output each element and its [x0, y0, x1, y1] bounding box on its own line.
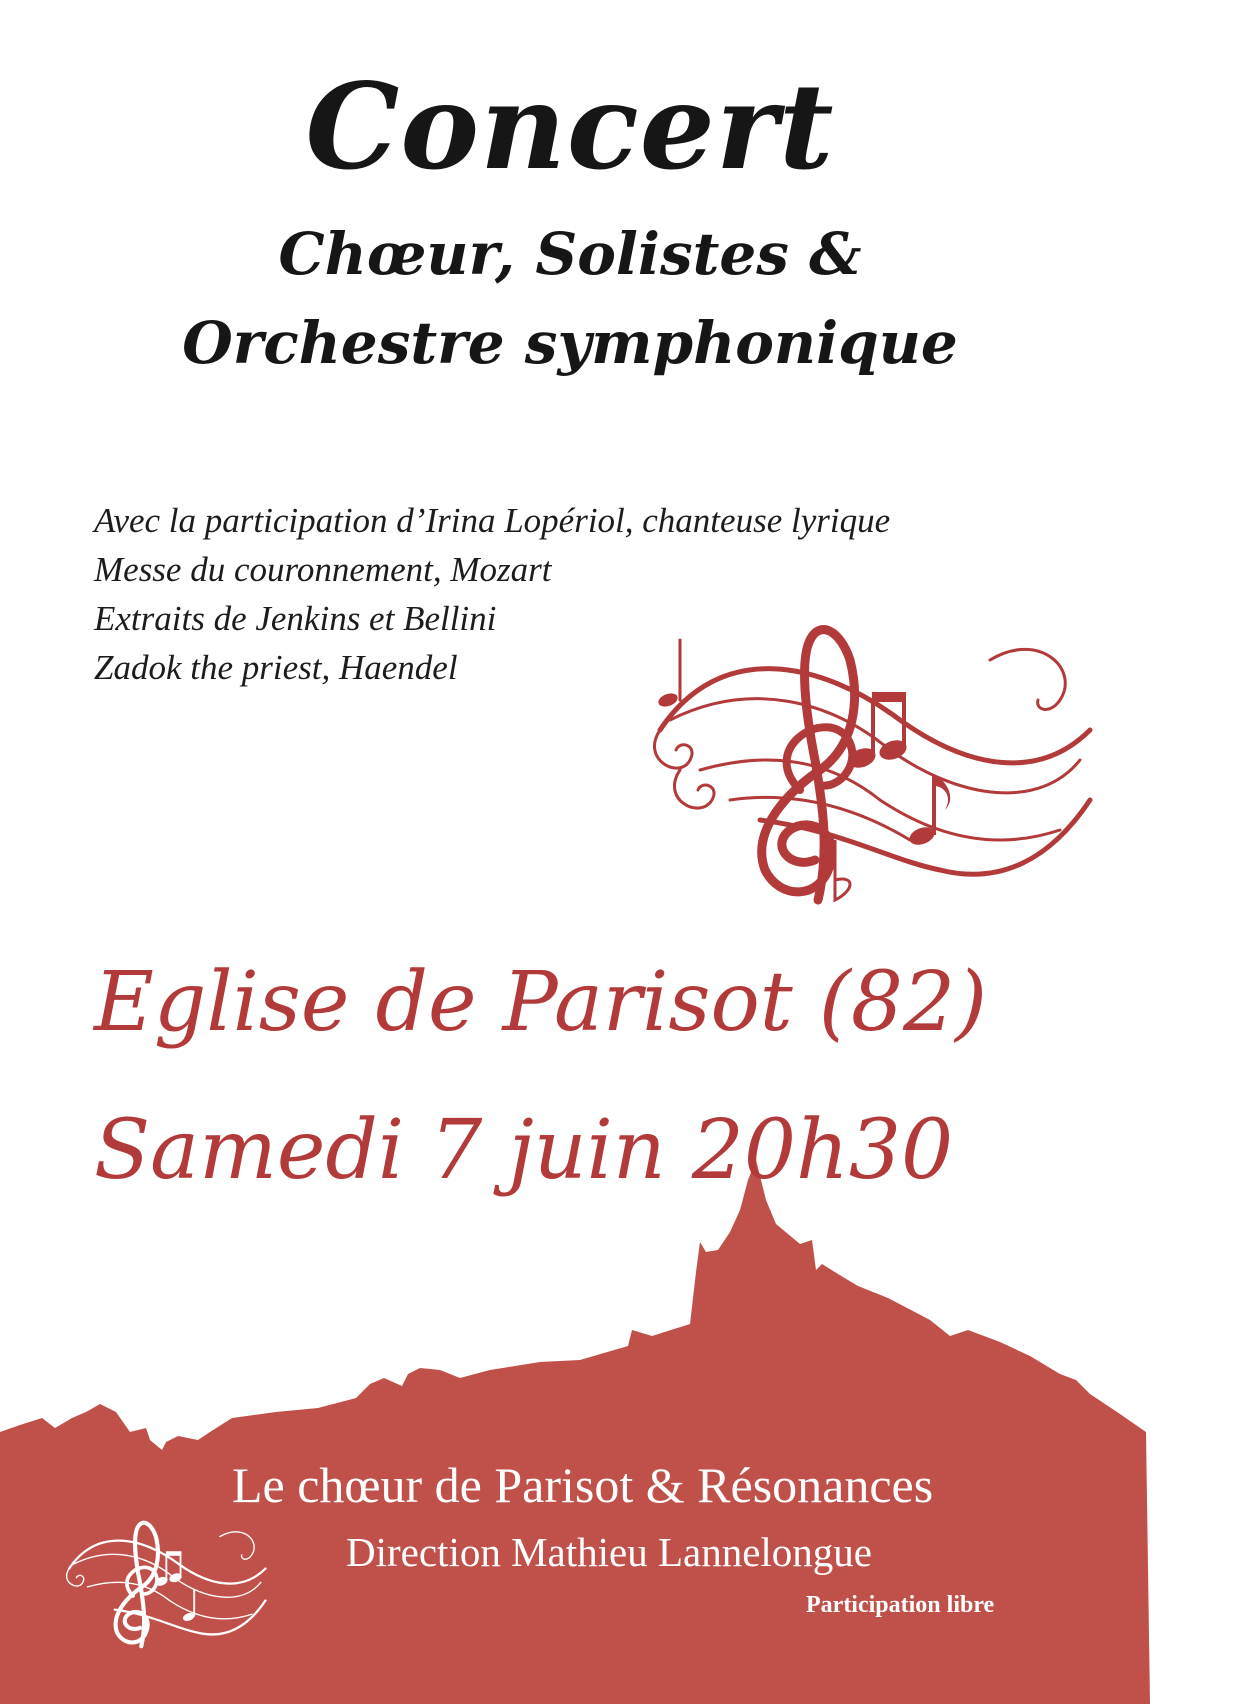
conductor: Direction Mathieu Lannelongue: [346, 1529, 872, 1575]
admission-note: Participation libre: [806, 1592, 995, 1618]
program-item: Zadok the priest, Haendel: [94, 648, 458, 687]
subtitle-line-1: Chœur, Solistes &: [278, 220, 862, 288]
small-music-notes-icon: [60, 1505, 270, 1655]
music-notes-treble-clef-icon: [640, 600, 1100, 910]
choir-name: Le chœur de Parisot & Résonances: [232, 1457, 934, 1513]
program-item: Avec la participation d’Irina Lopériol, chanteuse lyrique: [94, 501, 891, 540]
venue: Eglise de Parisot (82): [94, 955, 988, 1050]
subtitle-line-2: Orchestre symphonique: [182, 309, 958, 377]
program-item: Messe du couronnement, Mozart: [94, 550, 552, 589]
concert-date: Samedi 7 juin 20h30: [94, 1103, 954, 1198]
program-item: Extraits de Jenkins et Bellini: [94, 599, 497, 638]
concert-title: Concert: [305, 57, 835, 196]
